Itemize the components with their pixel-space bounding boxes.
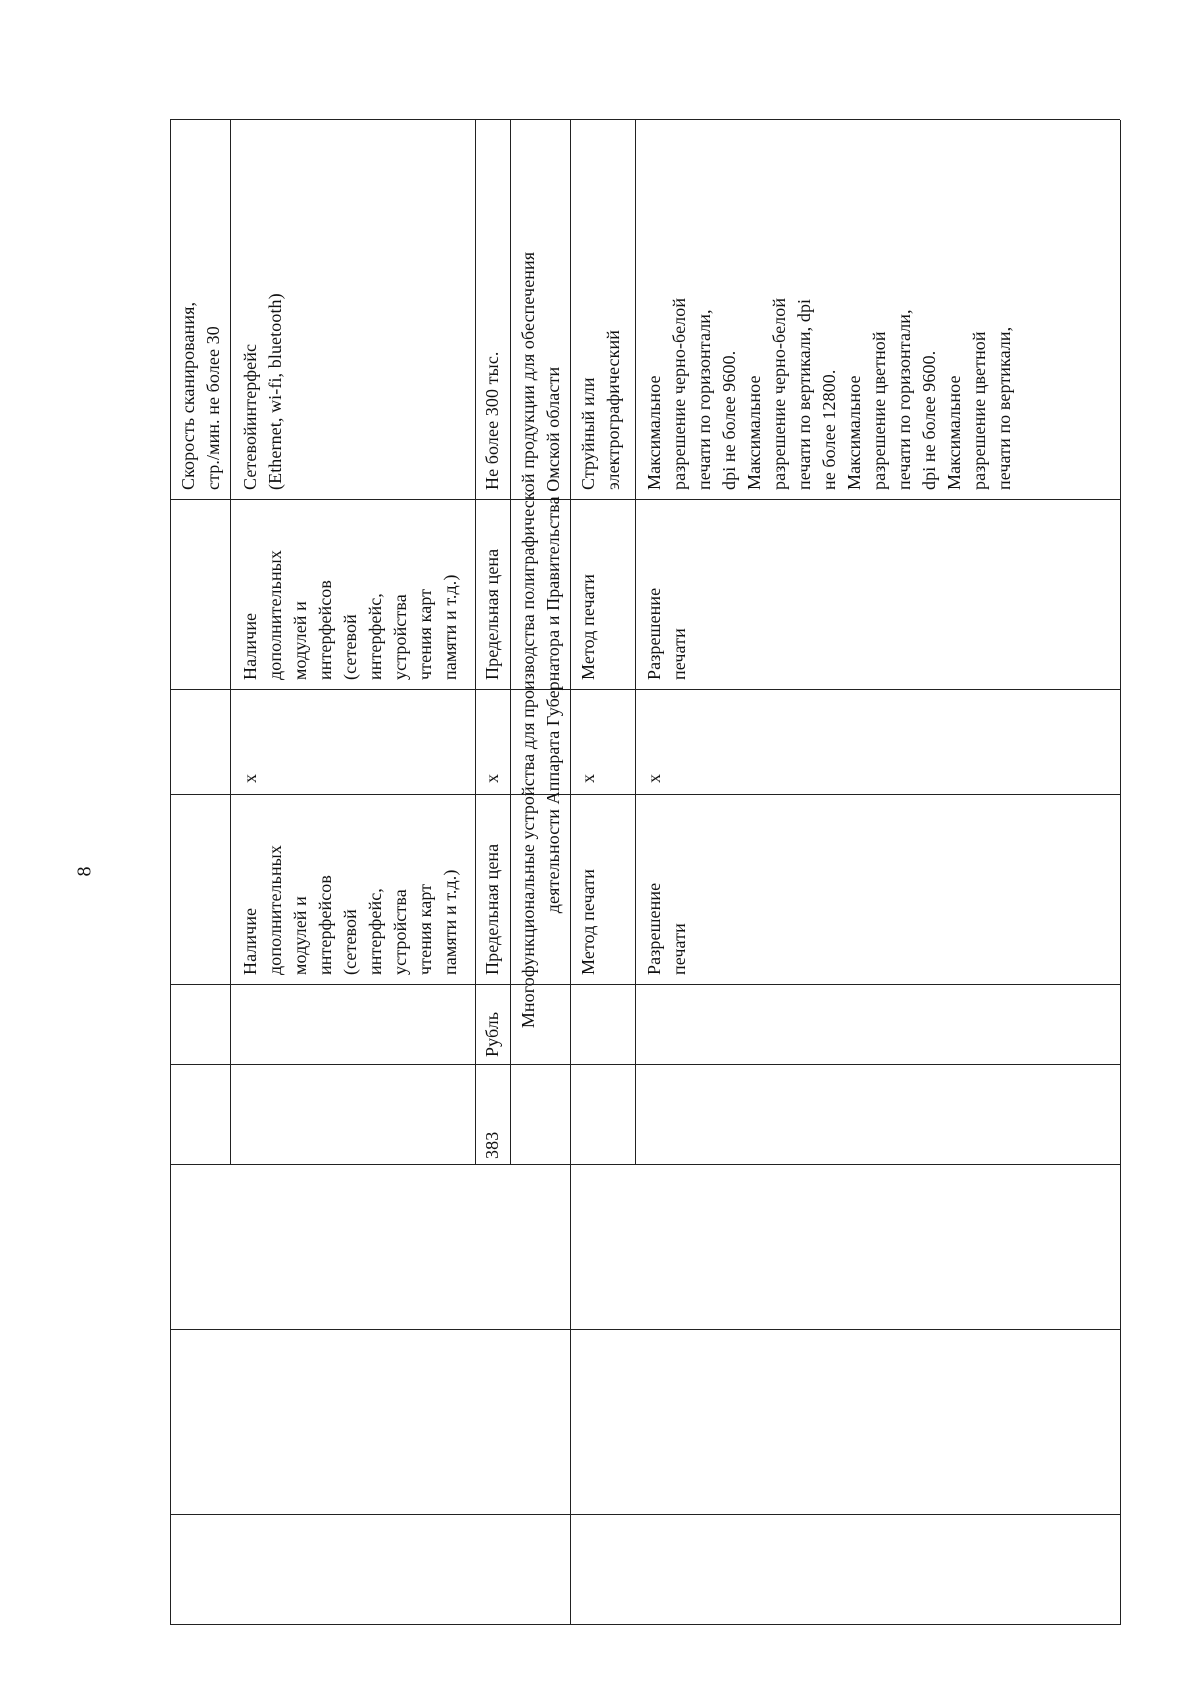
row-divider [570,120,571,1625]
scan-speed-value: Скорость сканирования, стр./мин. не более 30 [178,301,223,490]
item-code: 383 [482,1131,502,1159]
resolution-value: Максимальное разрешение черно-белой печати по горизонтали, dpi не более 9600. Максимальное разрешение черно-белой печати по вертикали, dpi не более 12800. Максимальное разрешение цветной печати по горизонтали, dpi не более 9600. Максимальное разрешение цветной печати по вертикали, [644,297,1014,490]
method-value: Струйный или электрографический [578,330,623,490]
modules-label-2: Наличие дополнительных модулей и интерфейсов (сетевой интерфейс, устройства чтения карт памяти и т.д.) [240,550,460,680]
method-label-2: Метод печати [578,574,598,680]
resolution-label-2: Разрешение печати [644,587,689,680]
page-number: 8 [73,866,96,877]
row-divider [635,120,636,1165]
row-divider [1120,120,1121,1625]
column-divider [170,1514,1120,1515]
price-label-2: Предельная цена [482,548,502,680]
price-value: Не более 300 тыс. [482,351,502,490]
price-mark: х [482,773,502,783]
spec-table [170,120,1120,1625]
resolution-label: Разрешение печати [644,882,689,975]
unit-name: Рубль [482,1011,502,1057]
column-divider [170,1164,1120,1165]
column-divider [170,984,1120,985]
modules-value: Сетевойинтерфейс (Ethernet, wi-fi, bluetooth) [240,293,285,490]
row-divider [170,120,171,1625]
resolution-mark: х [644,773,664,783]
column-divider [170,1064,1120,1065]
table-border-left [170,1624,1120,1625]
row-divider [230,120,231,1165]
column-divider [170,1329,1120,1330]
row-divider [510,120,511,1165]
column-divider [170,689,1120,690]
modules-label: Наличие дополнительных модулей и интерфейсов (сетевой интерфейс, устройства чтения карт памяти и т.д.) [240,845,460,975]
method-label: Метод печати [578,869,598,975]
section-title: Многофункциональные устройства для производства полиграфической продукции для обеспечения деятельности Аппарата Губернатора и Правительства Омской области [518,251,563,1029]
modules-mark: х [240,773,260,783]
method-mark: х [578,773,598,783]
table-border-right [170,119,1120,120]
price-label: Предельная цена [482,843,502,975]
row-divider [475,120,476,1165]
